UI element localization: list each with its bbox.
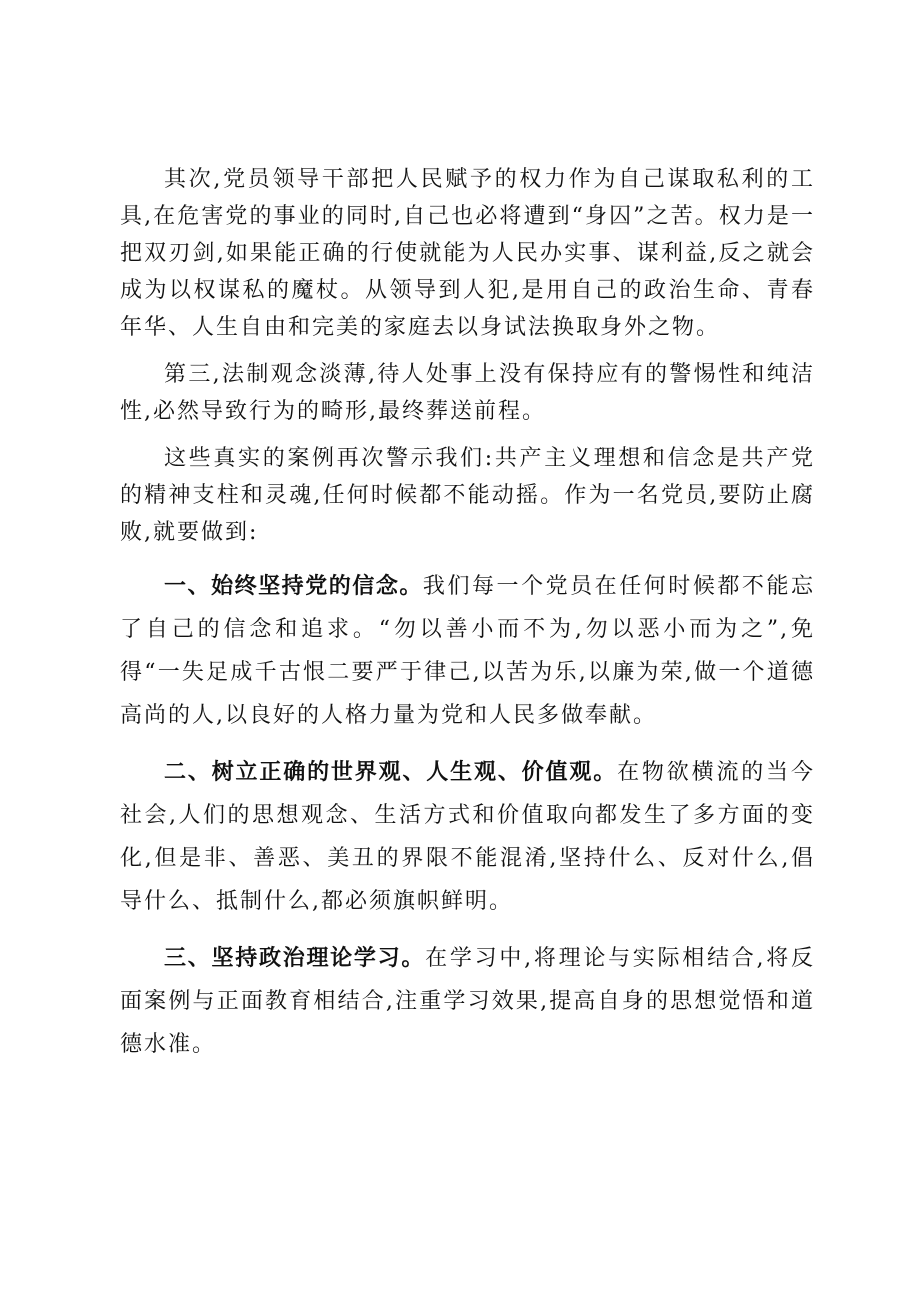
paragraph-warning	[120, 440, 815, 551]
paragraph-point-three	[120, 937, 815, 1066]
paragraph-text: 第三,法制观念淡薄,待人处事上没有保持应有的警惕性和纯洁性,必然导致行为的畸形,最终葬送前程。	[120, 362, 815, 424]
paragraph-text: 其次,党员领导干部把人民赋予的权力作为自己谋取私利的工具,在危害党的事业的同时,自己也必将遭到“身囚”之苦。权力是一把双刃剑,如果能正确的行使就能为人民办实事、谋利益,反之就会成为以权谋私的魔杖。从领导到人犯,是用自己的政治生命、青春年华、人生自由和完美的家庭去以身试法换取身外之物。	[120, 167, 815, 340]
paragraph-text: 在学习中,将理论与实际相结合,将反面案例与正面教育相结合,注重学习效果,提高自身的思想觉悟和道德水准。	[120, 946, 815, 1057]
point-heading: 三、坚持政治理论学习。	[164, 946, 426, 971]
paragraph-text: 这些真实的案例再次警示我们:共产主义理想和信念是共产党的精神支柱和灵魂,任何时候都不能动摇。作为一名党员,要防止腐败,就要做到:	[120, 446, 815, 545]
paragraph-point-one	[120, 565, 815, 737]
paragraph-text: 我们每一个党员在任何时候都不能忘了自己的信念和追求。“勿以善小而不为,勿以恶小而为之”,免得“一失足成千古恨二要严于律己,以苦为乐,以廉为荣,做一个道德高尚的人,以良好的人格力量为党和人民多做奉献。	[120, 574, 815, 728]
point-heading: 一、始终坚持党的信念。	[164, 574, 423, 599]
point-heading: 二、树立正确的世界观、人生观、价值观。	[164, 760, 618, 785]
document-body	[120, 161, 815, 1066]
paragraph-legal-awareness	[120, 356, 815, 430]
paragraph-point-two	[120, 751, 815, 923]
paragraph-power-abuse	[120, 161, 815, 346]
paragraph-text: 在物欲横流的当今社会,人们的思想观念、生活方式和价值取向都发生了多方面的变化,但是非、善恶、美丑的界限不能混淆,坚持什么、反对什么,倡导什么、抵制什么,都必须旗帜鲜明。	[120, 760, 815, 914]
